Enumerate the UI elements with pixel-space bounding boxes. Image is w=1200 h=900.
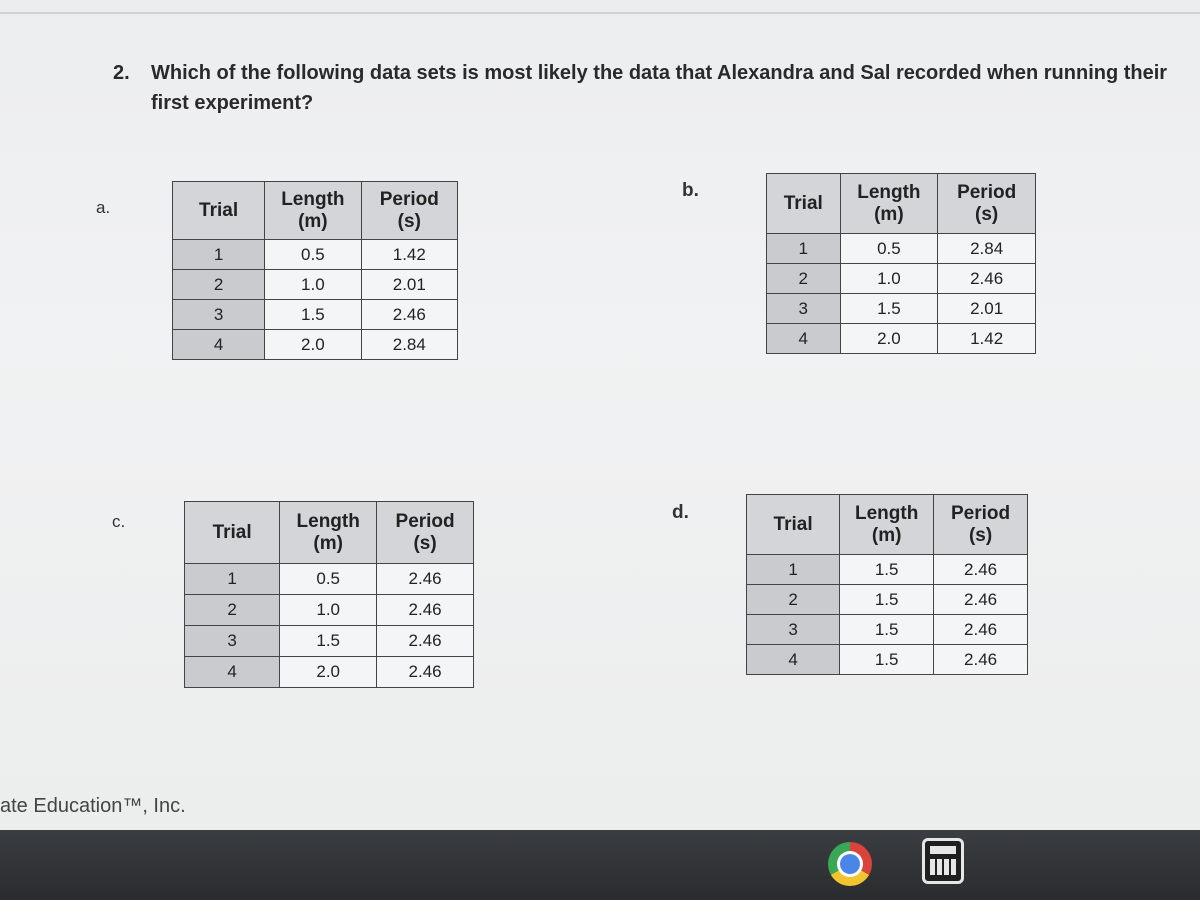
period-cell: 2.01 <box>361 270 457 300</box>
table-row <box>747 615 1028 645</box>
length-cell: 2.0 <box>840 324 938 354</box>
trial-cell: 4 <box>767 324 841 354</box>
question-text: Which of the following data sets is most likely the data that Alexandra and Sal recorded when running their first experiment? <box>151 62 1168 114</box>
copyright-footer: ate Education™, Inc. <box>0 795 186 817</box>
table-row <box>173 240 458 270</box>
option-b-letter: b. <box>682 180 699 201</box>
trial-cell: 3 <box>747 615 840 645</box>
table-row <box>173 300 458 330</box>
option-c-letter: c. <box>112 512 126 531</box>
table-row <box>747 585 1028 615</box>
calculator-icon[interactable] <box>922 838 964 884</box>
question-number: 2. <box>113 62 130 84</box>
period-cell: 2.01 <box>938 294 1036 324</box>
trial-cell: 1 <box>173 240 265 270</box>
option-d-table <box>746 494 1028 675</box>
length-cell: 2.0 <box>265 330 361 360</box>
period-header: Period (s) <box>938 174 1036 234</box>
trial-cell: 4 <box>173 330 265 360</box>
table-row <box>767 264 1036 294</box>
option-b-table <box>766 173 1036 354</box>
length-cell: 1.5 <box>280 626 377 657</box>
trial-cell: 2 <box>173 270 265 300</box>
table-row <box>767 324 1036 354</box>
period-cell: 2.46 <box>938 264 1036 294</box>
question-2 <box>113 58 1183 118</box>
table-row <box>185 657 474 688</box>
length-cell: 1.5 <box>840 585 934 615</box>
period-cell: 2.46 <box>377 595 474 626</box>
period-cell: 2.46 <box>934 645 1028 675</box>
length-header: Length (m) <box>840 174 938 234</box>
period-cell: 2.46 <box>361 300 457 330</box>
length-cell: 1.0 <box>265 270 361 300</box>
trial-cell: 4 <box>185 657 280 688</box>
trial-cell: 1 <box>747 555 840 585</box>
trial-cell: 4 <box>747 645 840 675</box>
table-row <box>185 595 474 626</box>
trial-header: Trial <box>185 502 280 564</box>
period-cell: 1.42 <box>938 324 1036 354</box>
period-header: Period (s) <box>934 495 1028 555</box>
period-cell: 2.84 <box>361 330 457 360</box>
length-cell: 0.5 <box>280 564 377 595</box>
table-row <box>767 294 1036 324</box>
option-c-table <box>184 501 474 688</box>
length-cell: 1.5 <box>840 645 934 675</box>
length-cell: 0.5 <box>840 234 938 264</box>
option-a-table <box>172 181 458 360</box>
option-d-letter: d. <box>672 502 689 523</box>
trial-cell: 3 <box>173 300 265 330</box>
period-header: Period (s) <box>361 182 457 240</box>
trial-cell: 1 <box>185 564 280 595</box>
length-cell: 1.5 <box>840 294 938 324</box>
trial-cell: 2 <box>747 585 840 615</box>
period-cell: 2.46 <box>934 555 1028 585</box>
taskbar <box>0 830 1200 900</box>
trial-cell: 2 <box>185 595 280 626</box>
trial-cell: 3 <box>767 294 841 324</box>
table-row <box>767 234 1036 264</box>
period-cell: 2.46 <box>377 626 474 657</box>
trial-cell: 1 <box>767 234 841 264</box>
table-row <box>173 330 458 360</box>
trial-cell: 2 <box>767 264 841 294</box>
length-cell: 1.0 <box>280 595 377 626</box>
period-cell: 2.46 <box>377 657 474 688</box>
period-cell: 1.42 <box>361 240 457 270</box>
trial-header: Trial <box>173 182 265 240</box>
period-cell: 2.46 <box>377 564 474 595</box>
length-header: Length (m) <box>840 495 934 555</box>
period-cell: 2.84 <box>938 234 1036 264</box>
length-cell: 2.0 <box>280 657 377 688</box>
length-cell: 1.0 <box>840 264 938 294</box>
trial-header: Trial <box>747 495 840 555</box>
length-cell: 1.5 <box>840 555 934 585</box>
length-cell: 1.5 <box>840 615 934 645</box>
chrome-icon[interactable] <box>828 842 872 886</box>
trial-cell: 3 <box>185 626 280 657</box>
top-divider <box>0 12 1200 14</box>
table-row <box>747 555 1028 585</box>
trial-header: Trial <box>767 174 841 234</box>
length-header: Length (m) <box>265 182 361 240</box>
length-header: Length (m) <box>280 502 377 564</box>
table-row <box>185 564 474 595</box>
table-row <box>747 645 1028 675</box>
period-cell: 2.46 <box>934 585 1028 615</box>
table-row <box>185 626 474 657</box>
table-row <box>173 270 458 300</box>
length-cell: 1.5 <box>265 300 361 330</box>
option-a-letter: a. <box>96 198 111 217</box>
period-header: Period (s) <box>377 502 474 564</box>
length-cell: 0.5 <box>265 240 361 270</box>
period-cell: 2.46 <box>934 615 1028 645</box>
